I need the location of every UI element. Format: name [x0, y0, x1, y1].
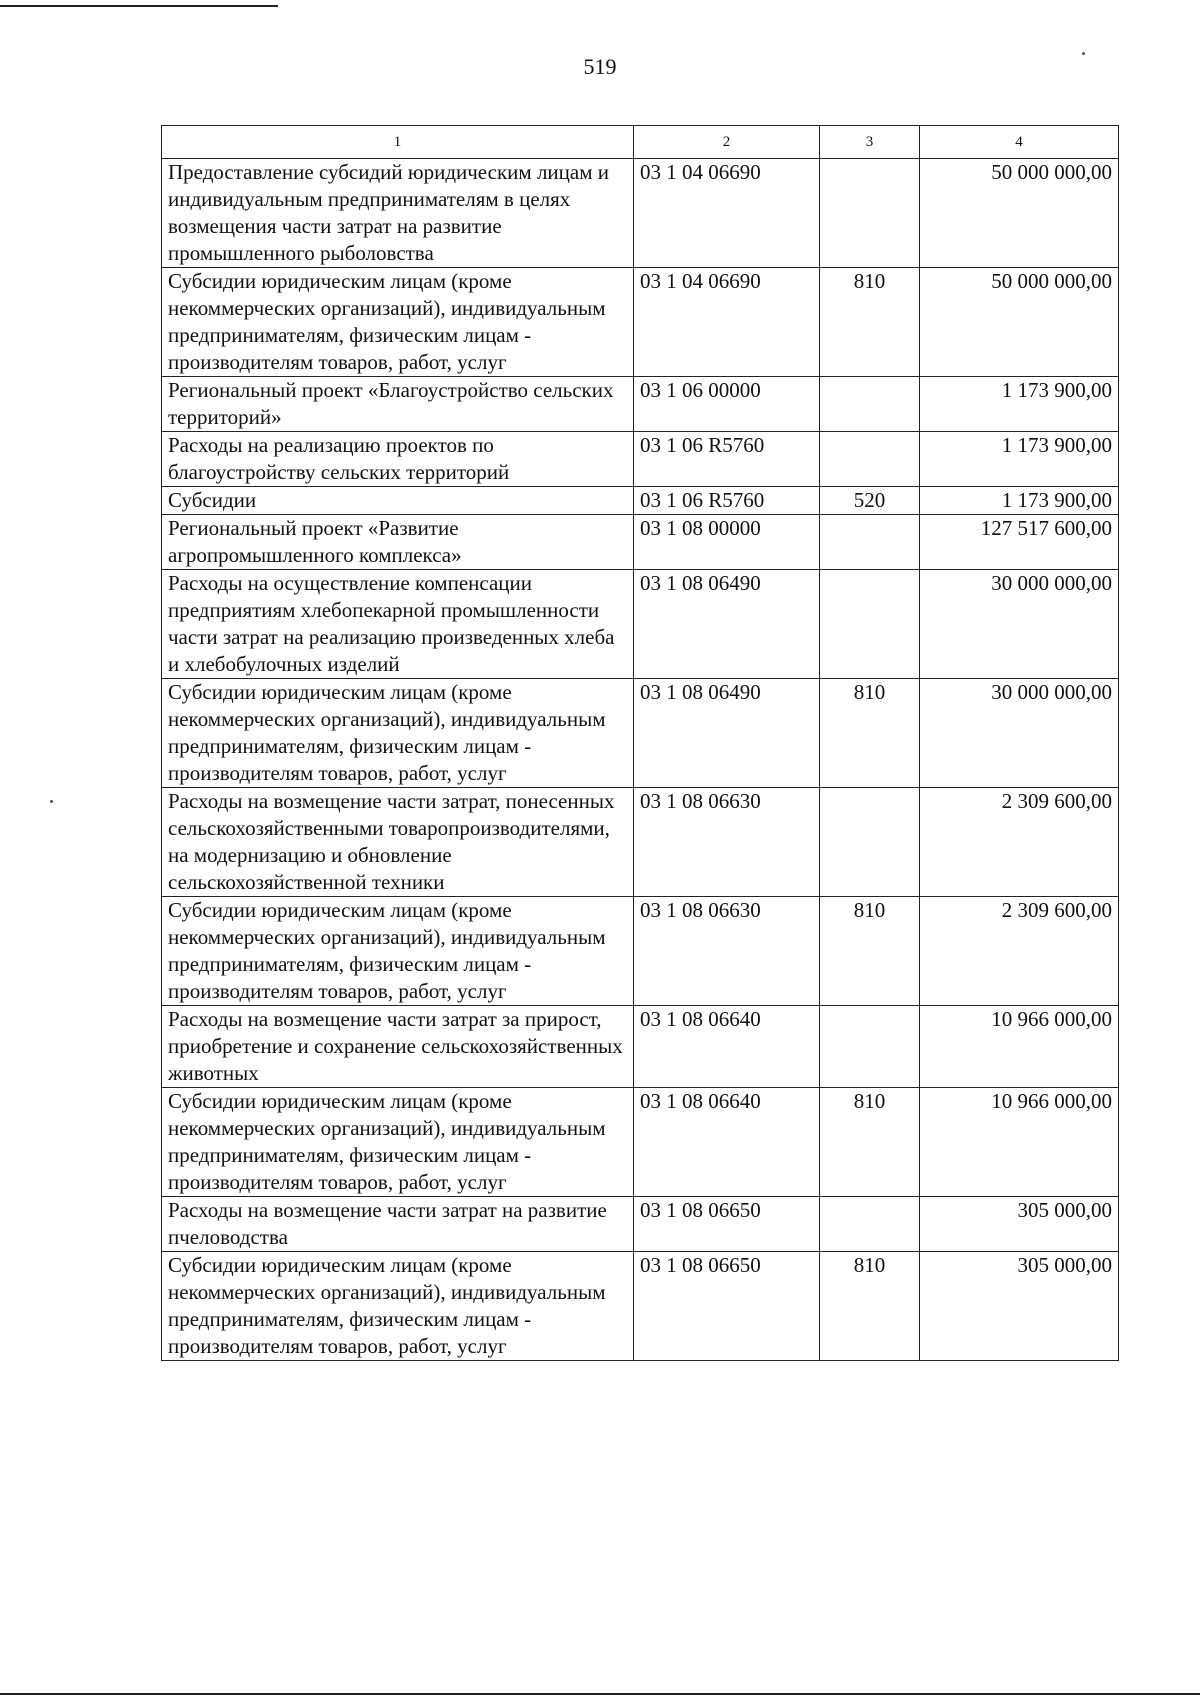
row-code-cell: 03 1 08 06490 [634, 570, 820, 679]
row-type-cell [820, 515, 920, 570]
page-number: 519 [583, 54, 617, 79]
row-name-cell: Расходы на реализацию проектов по благоустройству сельских территорий [162, 432, 634, 487]
row-name-cell: Субсидии юридическим лицам (кроме некоммерческих организаций), индивидуальным предпринимателям, физическим лицам - производителям товаров, работ, услуг [162, 1088, 634, 1197]
row-name-cell: Субсидии юридическим лицам (кроме некоммерческих организаций), индивидуальным предпринимателям, физическим лицам - производителям товаров, работ, услуг [162, 1252, 634, 1361]
row-name-cell: Региональный проект «Развитие агропромышленного комплекса» [162, 515, 634, 570]
table-row [162, 1088, 1119, 1197]
budget-table [161, 125, 1119, 1361]
row-code-cell: 03 1 08 06650 [634, 1252, 820, 1361]
table-row [162, 788, 1119, 897]
table-row [162, 1252, 1119, 1361]
table-row [162, 570, 1119, 679]
row-type-cell [820, 1006, 920, 1088]
row-type-cell [820, 432, 920, 487]
row-code-cell: 03 1 04 06690 [634, 268, 820, 377]
scan-speck [50, 800, 53, 803]
column-header-code: 2 [634, 126, 820, 159]
row-code-cell: 03 1 06 R5760 [634, 487, 820, 515]
column-header-amount: 4 [920, 126, 1119, 159]
row-amount-cell: 305 000,00 [920, 1197, 1119, 1252]
table-row [162, 487, 1119, 515]
row-type-cell [820, 377, 920, 432]
row-amount-cell: 2 309 600,00 [920, 788, 1119, 897]
row-name-cell: Региональный проект «Благоустройство сельских территорий» [162, 377, 634, 432]
table-row [162, 897, 1119, 1006]
table-row [162, 515, 1119, 570]
row-type-cell: 810 [820, 1252, 920, 1361]
row-amount-cell: 127 517 600,00 [920, 515, 1119, 570]
row-type-cell: 810 [820, 268, 920, 377]
row-code-cell: 03 1 06 R5760 [634, 432, 820, 487]
row-code-cell: 03 1 08 06490 [634, 679, 820, 788]
table-row [162, 679, 1119, 788]
row-name-cell: Субсидии юридическим лицам (кроме некоммерческих организаций), индивидуальным предпринимателям, физическим лицам - производителям товаров, работ, услуг [162, 897, 634, 1006]
row-amount-cell: 30 000 000,00 [920, 570, 1119, 679]
row-type-cell [820, 1197, 920, 1252]
row-name-cell: Расходы на возмещение части затрат, понесенных сельскохозяйственными товаропроизводителями, на модернизацию и обновление сельскохозяйственной техники [162, 788, 634, 897]
table-row [162, 432, 1119, 487]
table-row [162, 268, 1119, 377]
row-name-cell: Субсидии юридическим лицам (кроме некоммерческих организаций), индивидуальным предпринимателям, физическим лицам - производителям товаров, работ, услуг [162, 679, 634, 788]
row-code-cell: 03 1 08 06640 [634, 1006, 820, 1088]
scan-edge-line [0, 1693, 1200, 1695]
row-name-cell: Субсидии юридическим лицам (кроме некоммерческих организаций), индивидуальным предпринимателям, физическим лицам - производителям товаров, работ, услуг [162, 268, 634, 377]
table-body [162, 159, 1119, 1361]
row-type-cell [820, 788, 920, 897]
row-code-cell: 03 1 08 06640 [634, 1088, 820, 1197]
row-name-cell: Субсидии [162, 487, 634, 515]
table-row [162, 159, 1119, 268]
row-code-cell: 03 1 08 06630 [634, 788, 820, 897]
row-type-cell [820, 159, 920, 268]
row-amount-cell: 10 966 000,00 [920, 1088, 1119, 1197]
row-amount-cell: 10 966 000,00 [920, 1006, 1119, 1088]
row-code-cell: 03 1 04 06690 [634, 159, 820, 268]
row-amount-cell: 50 000 000,00 [920, 159, 1119, 268]
row-amount-cell: 305 000,00 [920, 1252, 1119, 1361]
row-code-cell: 03 1 08 06650 [634, 1197, 820, 1252]
row-amount-cell: 1 173 900,00 [920, 487, 1119, 515]
row-amount-cell: 50 000 000,00 [920, 268, 1119, 377]
row-name-cell: Предоставление субсидий юридическим лицам и индивидуальным предпринимателям в целях возмещения части затрат на развитие промышленного рыболовства [162, 159, 634, 268]
table-row [162, 377, 1119, 432]
table-row [162, 1006, 1119, 1088]
row-code-cell: 03 1 06 00000 [634, 377, 820, 432]
row-type-cell [820, 570, 920, 679]
row-amount-cell: 1 173 900,00 [920, 432, 1119, 487]
row-amount-cell: 30 000 000,00 [920, 679, 1119, 788]
row-type-cell: 810 [820, 897, 920, 1006]
row-code-cell: 03 1 08 00000 [634, 515, 820, 570]
row-name-cell: Расходы на возмещение части затрат на развитие пчеловодства [162, 1197, 634, 1252]
row-amount-cell: 2 309 600,00 [920, 897, 1119, 1006]
row-amount-cell: 1 173 900,00 [920, 377, 1119, 432]
row-type-cell: 810 [820, 679, 920, 788]
row-type-cell: 810 [820, 1088, 920, 1197]
table-header-row [162, 126, 1119, 159]
row-name-cell: Расходы на осуществление компенсации предприятиям хлебопекарной промышленности части затрат на реализацию произведенных хлеба и хлебобулочных изделий [162, 570, 634, 679]
scan-edge-line [0, 5, 278, 7]
row-code-cell: 03 1 08 06630 [634, 897, 820, 1006]
row-name-cell: Расходы на возмещение части затрат за прирост, приобретение и сохранение сельскохозяйственных животных [162, 1006, 634, 1088]
row-type-cell: 520 [820, 487, 920, 515]
table-row [162, 1197, 1119, 1252]
column-header-type: 3 [820, 126, 920, 159]
column-header-name: 1 [162, 126, 634, 159]
